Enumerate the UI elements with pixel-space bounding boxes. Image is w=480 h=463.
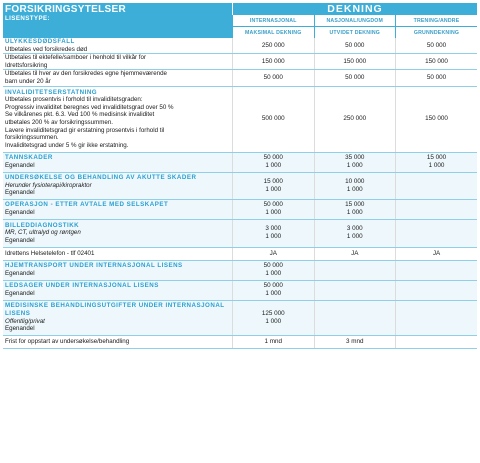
value-text: 50 000 (263, 282, 283, 290)
table-row (3, 70, 477, 86)
value-text: 150 000 (343, 57, 367, 65)
header-row-title (3, 3, 477, 15)
row-text: Utbetales til hver av den forsikredes egne hjemmeværende (5, 70, 167, 78)
row-text: Egenandel (5, 209, 35, 217)
row-title: TANNSKADER (5, 154, 53, 162)
value-internasjonal (233, 70, 315, 86)
value-nasjonal (314, 70, 396, 86)
row-text: Egenandel (5, 325, 35, 333)
header-row-types (3, 15, 477, 27)
row-text: Frist for oppstart av undersøkelse/behandling (5, 337, 130, 345)
table-row (3, 300, 477, 335)
row-text: barn under 20 år (5, 77, 51, 85)
value-internasjonal (233, 335, 315, 348)
value-text: 50 000 (263, 154, 283, 162)
insurance-table-body (3, 3, 477, 348)
value-trening (396, 300, 478, 335)
value-nasjonal (314, 172, 396, 199)
row-description (3, 70, 233, 86)
row-note: Offentlig/privat (5, 317, 45, 325)
row-text: Egenandel (5, 162, 35, 170)
value-nasjonal (314, 300, 396, 335)
value-text: 1 000 (428, 162, 445, 170)
header-title: FORSIKRINGSYTELSER (3, 3, 233, 15)
value-trening (396, 247, 478, 260)
row-text: utbetales 200 % av forsikringssummen. (5, 119, 113, 127)
row-text: Egenandel (5, 290, 35, 298)
value-text: 1 000 (346, 162, 363, 170)
row-description (3, 199, 233, 219)
header-dekning: DEKNING (233, 3, 478, 15)
table-row (3, 260, 477, 280)
col-top-internasjonal: INTERNASJONAL (233, 15, 315, 27)
value-trening (396, 260, 478, 280)
table-row (3, 38, 477, 54)
value-internasjonal (233, 260, 315, 280)
value-text: 1 000 (346, 185, 363, 193)
row-description (3, 280, 233, 300)
row-text: Egenandel (5, 236, 35, 244)
table-row (3, 199, 477, 219)
value-text: 150 000 (425, 115, 448, 123)
row-text: Progressiv invaliditet beregnes ved invaliditetsgrad over 50 % (5, 103, 174, 111)
table-row (3, 172, 477, 199)
value-text: 1 000 (265, 162, 282, 170)
value-text: 125 000 (261, 309, 285, 317)
row-text: Idrettens Helsetelefon - tlf 02401 (5, 249, 95, 257)
row-title: BILLEDDIAGNOSTIKK (5, 221, 80, 229)
row-text: Egenandel (5, 270, 35, 278)
col-bottom-grunn: GRUNNDEKNING (396, 27, 478, 39)
value-internasjonal (233, 300, 315, 335)
table-row (3, 280, 477, 300)
row-note: Herunder fysioterapi/kiropraktor (5, 181, 92, 189)
value-text: 1 000 (346, 209, 363, 217)
row-title: ULYKKESDØDSFALL (5, 38, 75, 45)
value-nasjonal (314, 219, 396, 247)
row-text: Utbetales ved forsikredes død (5, 45, 88, 53)
value-trening (396, 280, 478, 300)
value-trening (396, 199, 478, 219)
value-nasjonal (314, 335, 396, 348)
value-nasjonal (314, 247, 396, 260)
row-title: UNDERSØKELSE OG BEHANDLING AV AKUTTE SKADER (5, 174, 197, 182)
table-row (3, 152, 477, 172)
value-text: 50 000 (263, 262, 283, 270)
value-text: 50 000 (263, 201, 283, 209)
value-text: 50 000 (426, 41, 447, 49)
value-internasjonal (233, 219, 315, 247)
value-text: 3 000 (346, 225, 363, 233)
value-text: 15 000 (263, 177, 283, 185)
row-title: MEDISINSKE BEHANDLINGSUTGIFTER UNDER INTERNASJONAL LISENS (5, 302, 225, 317)
value-text: 3 000 (265, 225, 282, 233)
value-text: 1 000 (265, 317, 282, 325)
value-nasjonal (314, 86, 396, 152)
value-text: 15 000 (426, 154, 447, 162)
value-nasjonal (314, 280, 396, 300)
value-text: 1 000 (265, 209, 282, 217)
value-internasjonal (233, 199, 315, 219)
row-text: Invaliditetsgrad under 5 % gir ikke erstatning. (5, 141, 129, 149)
row-description (3, 54, 233, 70)
value-trening (396, 54, 478, 70)
value-nasjonal (314, 199, 396, 219)
value-trening (396, 70, 478, 86)
table-row (3, 219, 477, 247)
value-text: 1 000 (346, 233, 363, 241)
row-description (3, 300, 233, 335)
table-row (3, 86, 477, 152)
row-text: Idrettsforsikring (5, 61, 48, 69)
value-trening (396, 172, 478, 199)
value-text: 1 000 (265, 233, 282, 241)
value-internasjonal (233, 247, 315, 260)
value-text: 50 000 (263, 74, 283, 82)
value-text: 35 000 (345, 154, 365, 162)
insurance-table (3, 3, 477, 349)
value-nasjonal (314, 38, 396, 54)
row-description (3, 219, 233, 247)
value-text: 250 000 (343, 115, 367, 123)
value-text: JA (432, 249, 441, 257)
value-text: 1 000 (265, 185, 282, 193)
table-row (3, 335, 477, 348)
value-text: 1 000 (265, 290, 282, 298)
value-text: 1 000 (265, 270, 282, 278)
value-text: 150 000 (261, 57, 285, 65)
row-text: Utbetales prosentvis i forhold til invaliditetsgraden: (5, 96, 143, 104)
value-text: 1 mnd (264, 337, 282, 345)
row-description (3, 38, 233, 54)
header-row-coverage (3, 27, 477, 39)
value-text: JA (351, 249, 359, 257)
row-title: OPERASJON - ETTER AVTALE MED SELSKAPET (5, 201, 169, 209)
value-text: 15 000 (345, 201, 365, 209)
value-trening (396, 219, 478, 247)
row-title: LEDSAGER UNDER INTERNASJONAL LISENS (5, 282, 159, 290)
value-nasjonal (314, 260, 396, 280)
row-description (3, 260, 233, 280)
value-text: 500 000 (261, 115, 285, 123)
col-top-nasjonal: NASJONAL/UNGDOM (314, 15, 396, 27)
value-text: 50 000 (345, 41, 365, 49)
row-description (3, 172, 233, 199)
row-text: Lavere invaliditetsgrad gir erstatning prosentvis i forhold til (5, 126, 165, 134)
row-text: Utbetales til ektefelle/samboer i henhold til vilkår for (5, 54, 147, 62)
row-text: Egenandel (5, 189, 35, 197)
table-row (3, 54, 477, 70)
value-trening (396, 38, 478, 54)
value-text: 50 000 (345, 74, 365, 82)
value-text: 50 000 (426, 74, 447, 82)
value-trening (396, 86, 478, 152)
header-lisenstype: LISENSTYPE: (3, 15, 233, 27)
value-text: 150 000 (425, 57, 448, 65)
value-internasjonal (233, 86, 315, 152)
value-internasjonal (233, 280, 315, 300)
row-note: MR, CT, ultralyd og røntgen (5, 229, 81, 237)
row-description (3, 86, 233, 152)
row-title: HJEMTRANSPORT UNDER INTERNASJONAL LISENS (5, 262, 183, 270)
value-internasjonal (233, 152, 315, 172)
value-text: 250 000 (261, 41, 285, 49)
col-top-trening: TRENING/ANDRE (396, 15, 478, 27)
value-internasjonal (233, 38, 315, 54)
row-text: Se vilkårenes pkt. 6.3. Ved 100 % medisinsk invaliditet (5, 111, 155, 119)
header-spacer (3, 27, 233, 39)
value-trening (396, 152, 478, 172)
value-internasjonal (233, 54, 315, 70)
value-nasjonal (314, 54, 396, 70)
row-description (3, 247, 233, 260)
value-text: 3 mnd (345, 337, 364, 345)
table-row (3, 247, 477, 260)
value-internasjonal (233, 172, 315, 199)
value-text: 10 000 (345, 177, 365, 185)
row-description (3, 152, 233, 172)
value-nasjonal (314, 152, 396, 172)
col-bottom-maksimal: MAKSIMAL DEKNING (233, 27, 315, 39)
col-bottom-utvidet: UTVIDET DEKNING (314, 27, 396, 39)
row-title: INVALIDITETSERSTATNING (5, 88, 98, 96)
row-description (3, 335, 233, 348)
value-text: JA (269, 249, 277, 257)
value-trening (396, 335, 478, 348)
row-text: forsikringssummen. (5, 134, 59, 142)
